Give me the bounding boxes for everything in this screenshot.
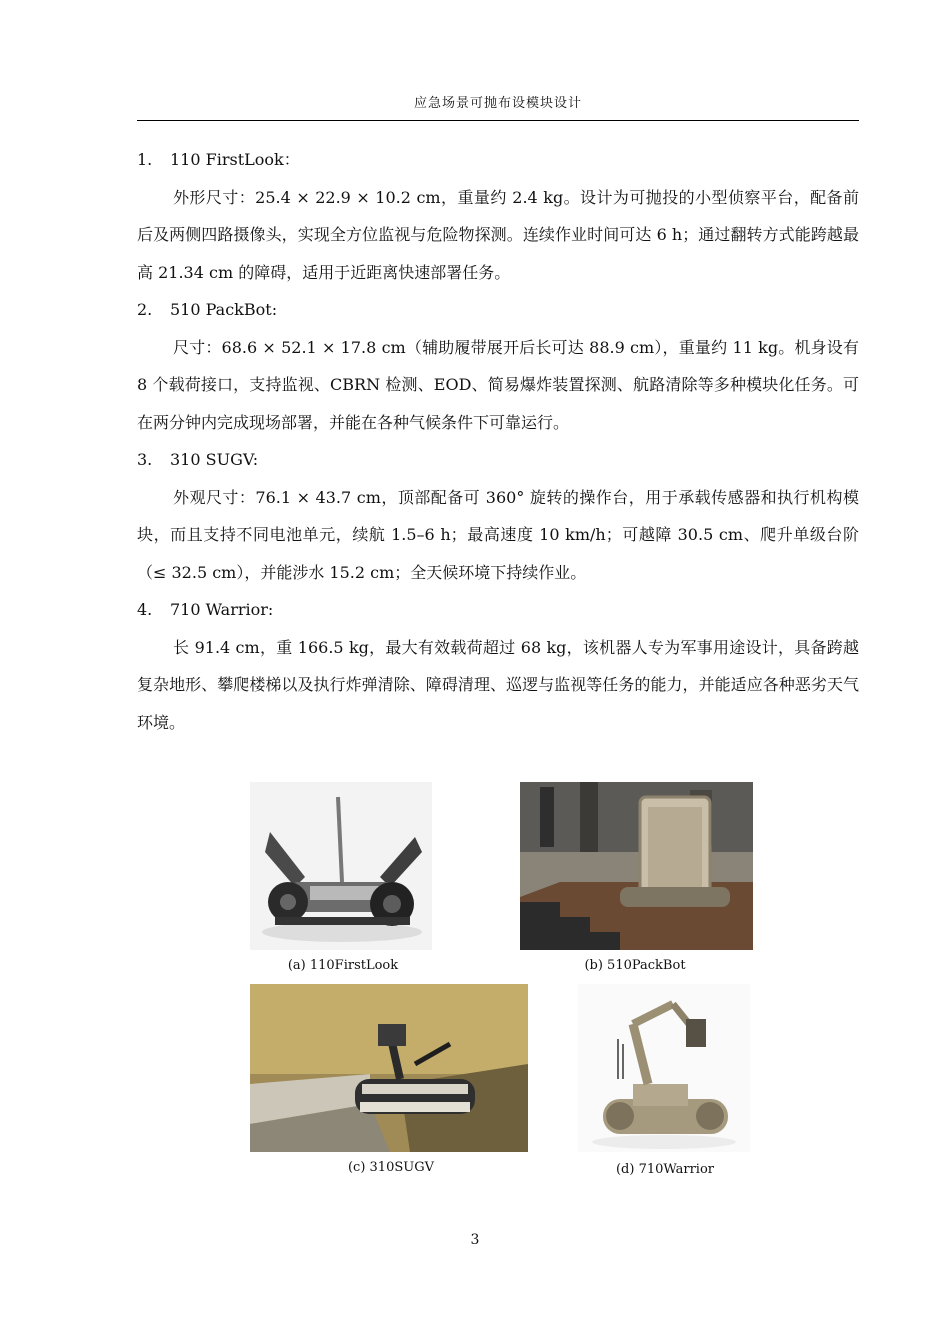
item-description: 长 91.4 cm，重 166.5 kg，最大有效载荷超过 68 kg，该机器人专为军事用途设计，具备跨越复杂地形、攀爬楼梯以及执行炸弹清除、障碍清理、巡逻与监视等任务的能力，并能适应各种恶劣天气环境。 xyxy=(137,637,859,732)
robot-item-110 xyxy=(137,141,859,291)
caption-d: (d) 710Warrior xyxy=(615,1162,715,1177)
item-title xyxy=(137,291,859,329)
page-number: 3 xyxy=(470,1232,480,1248)
item-number: 3. xyxy=(137,450,153,469)
photo-110-firstlook xyxy=(250,782,432,950)
item-description: 尺寸：68.6 × 52.1 × 17.8 cm（辅助履带展开后长可达 88.9 cm），重量约 11 kg。机身设有 8 个载荷接口，支持监视、CBRN 检测、EOD、简易爆炸装置探测、航路清除等多种模块化任务。可在两分钟内完成现场部署，并能在各种气候条件下可靠运行。 xyxy=(137,337,859,432)
item-description: 外形尺寸：25.4 × 22.9 × 10.2 cm，重量约 2.4 kg。设计为可抛投的小型侦察平台，配备前后及两侧四路摄像头，实现全方位监视与危险物探测。连续作业时间可达 6 h；通过翻转方式能跨越最高 21.34 cm 的障碍，适用于近距离快速部署任务。 xyxy=(137,187,859,282)
document-body xyxy=(137,141,859,741)
photo-310-sugv xyxy=(250,984,528,1152)
caption-c: (c) 310SUGV xyxy=(347,1160,434,1175)
header-rule xyxy=(137,120,859,121)
item-number: 4. xyxy=(137,600,153,619)
item-number: 1. xyxy=(137,150,153,169)
robot-item-310 xyxy=(137,441,859,591)
item-heading: 310 SUGV: xyxy=(170,450,259,469)
item-title xyxy=(137,141,859,179)
robot-figure xyxy=(248,780,758,1190)
page-header: 应急场景可抛布设模块设计 xyxy=(413,96,582,111)
robot-item-710 xyxy=(137,591,859,741)
robot-item-510 xyxy=(137,291,859,441)
item-title xyxy=(137,441,859,479)
photo-710-warrior xyxy=(578,984,750,1152)
item-number: 2. xyxy=(137,300,153,319)
caption-a: (a) 110FirstLook xyxy=(287,958,399,973)
item-title xyxy=(137,591,859,629)
item-heading: 110 FirstLook： xyxy=(170,150,300,169)
item-heading: 510 PackBot: xyxy=(170,300,278,319)
item-description: 外观尺寸：76.1 × 43.7 cm，顶部配备可 360° 旋转的操作台，用于承载传感器和执行机构模块，而且支持不同电池单元，续航 1.5–6 h；最高速度 10 km/h；可越障 30.5 cm、爬升单级台阶（≤ 32.5 cm），并能涉水 15.2 cm；全天候环境下持续作业。 xyxy=(137,487,859,582)
caption-b: (b) 510PackBot xyxy=(584,958,686,973)
photo-510-packbot xyxy=(520,782,753,950)
item-heading: 710 Warrior: xyxy=(170,600,274,619)
